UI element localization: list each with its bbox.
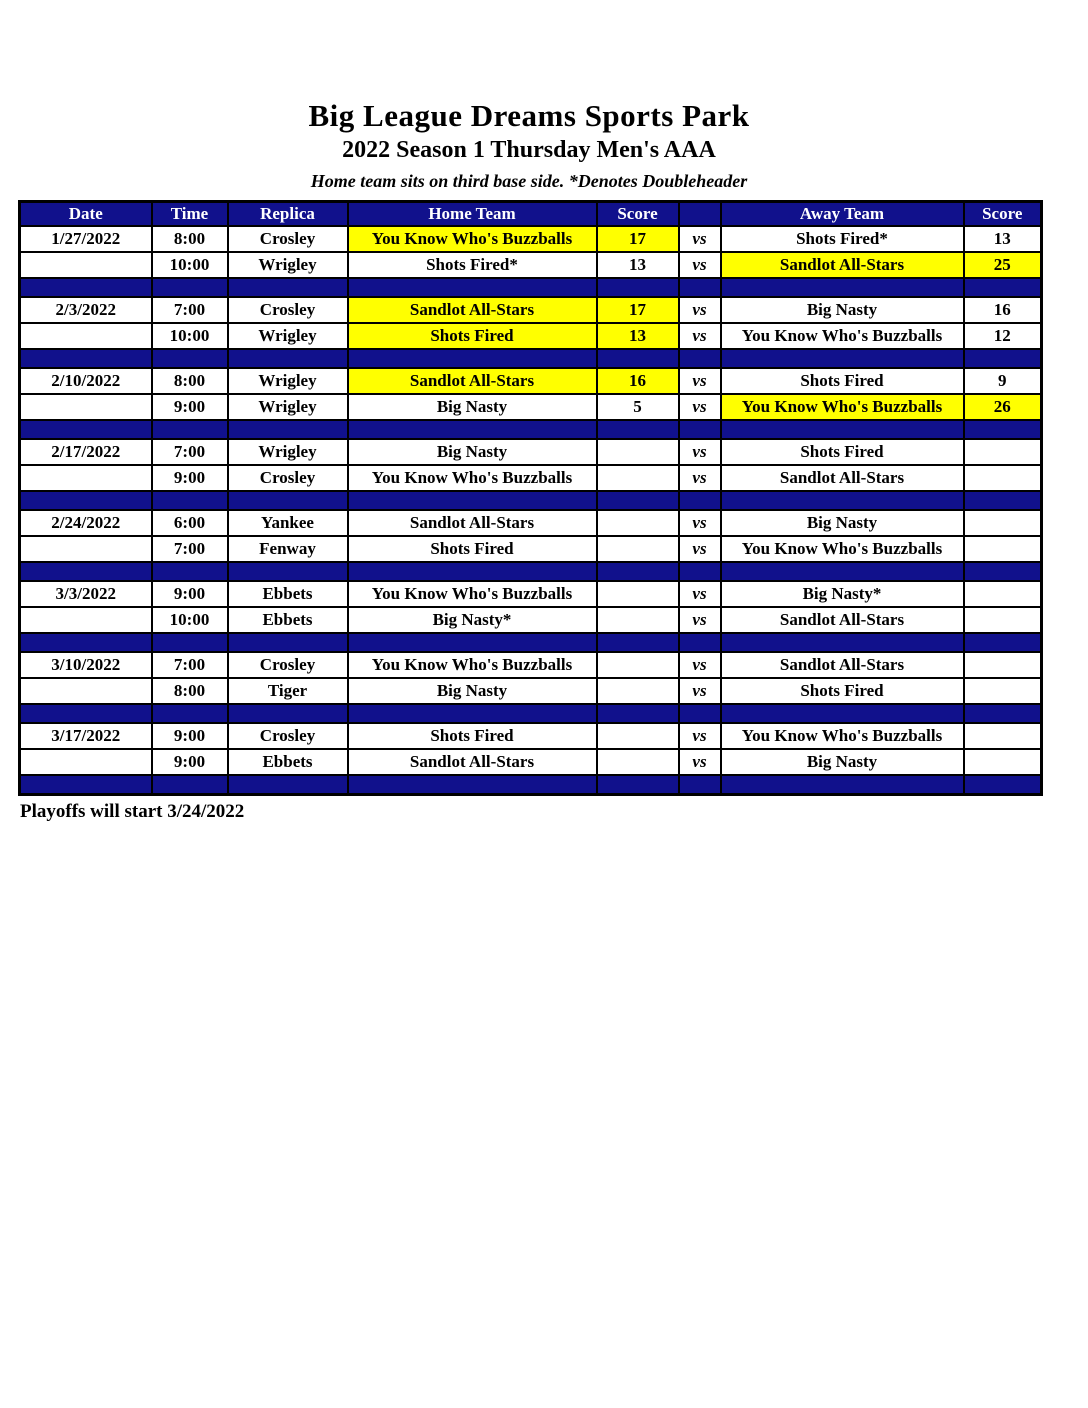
home-score-cell: 13 xyxy=(597,323,679,349)
column-header-vs xyxy=(679,202,721,227)
game-row xyxy=(20,749,1042,775)
separator-cell xyxy=(152,775,228,795)
separator-cell xyxy=(228,278,348,297)
separator-cell xyxy=(348,278,597,297)
separator-row xyxy=(20,562,1042,581)
table-header-row xyxy=(20,202,1042,227)
home-team-cell: Shots Fired xyxy=(348,536,597,562)
column-header-date: Date xyxy=(20,202,152,227)
away-team-cell: Big Nasty xyxy=(721,297,964,323)
separator-cell xyxy=(228,562,348,581)
game-row xyxy=(20,226,1042,252)
away-team-cell: You Know Who's Buzzballs xyxy=(721,536,964,562)
time-cell: 8:00 xyxy=(152,678,228,704)
separator-cell xyxy=(679,420,721,439)
time-cell: 7:00 xyxy=(152,652,228,678)
time-cell: 9:00 xyxy=(152,749,228,775)
vs-cell: vs xyxy=(679,652,721,678)
away-team-cell: You Know Who's Buzzballs xyxy=(721,394,964,420)
date-cell: 2/24/2022 xyxy=(20,510,152,536)
separator-cell xyxy=(721,349,964,368)
away-team-cell: Shots Fired xyxy=(721,439,964,465)
away-score-cell: 13 xyxy=(964,226,1042,252)
away-score-cell xyxy=(964,607,1042,633)
separator-cell xyxy=(964,633,1042,652)
home-score-cell: 17 xyxy=(597,297,679,323)
separator-cell xyxy=(348,562,597,581)
away-team-cell: Sandlot All-Stars xyxy=(721,652,964,678)
time-cell: 10:00 xyxy=(152,607,228,633)
away-team-cell: Big Nasty xyxy=(721,510,964,536)
separator-cell xyxy=(964,775,1042,795)
home-score-cell xyxy=(597,465,679,491)
separator-row xyxy=(20,491,1042,510)
away-score-cell xyxy=(964,510,1042,536)
separator-cell xyxy=(964,278,1042,297)
date-cell: 2/3/2022 xyxy=(20,297,152,323)
date-cell xyxy=(20,607,152,633)
home-team-cell: You Know Who's Buzzballs xyxy=(348,465,597,491)
home-score-cell xyxy=(597,536,679,562)
separator-cell xyxy=(348,491,597,510)
time-cell: 6:00 xyxy=(152,510,228,536)
separator-cell xyxy=(964,420,1042,439)
replica-cell: Ebbets xyxy=(228,581,348,607)
replica-cell: Ebbets xyxy=(228,607,348,633)
time-cell: 8:00 xyxy=(152,226,228,252)
home-team-cell: You Know Who's Buzzballs xyxy=(348,581,597,607)
separator-cell xyxy=(348,420,597,439)
time-cell: 9:00 xyxy=(152,394,228,420)
time-cell: 9:00 xyxy=(152,465,228,491)
game-row xyxy=(20,723,1042,749)
game-row xyxy=(20,536,1042,562)
home-score-cell xyxy=(597,607,679,633)
away-score-cell: 9 xyxy=(964,368,1042,394)
separator-cell xyxy=(721,562,964,581)
separator-cell xyxy=(348,775,597,795)
replica-cell: Yankee xyxy=(228,510,348,536)
game-row xyxy=(20,607,1042,633)
date-cell xyxy=(20,252,152,278)
time-cell: 10:00 xyxy=(152,252,228,278)
game-row xyxy=(20,394,1042,420)
time-cell: 9:00 xyxy=(152,581,228,607)
home-score-cell: 17 xyxy=(597,226,679,252)
replica-cell: Wrigley xyxy=(228,252,348,278)
vs-cell: vs xyxy=(679,297,721,323)
separator-cell xyxy=(228,704,348,723)
home-team-cell: Big Nasty xyxy=(348,678,597,704)
home-score-cell xyxy=(597,749,679,775)
replica-cell: Wrigley xyxy=(228,439,348,465)
separator-cell xyxy=(964,562,1042,581)
replica-cell: Wrigley xyxy=(228,368,348,394)
vs-cell: vs xyxy=(679,439,721,465)
playoffs-note: Playoffs will start 3/24/2022 xyxy=(20,801,245,823)
home-team-cell: Shots Fired* xyxy=(348,252,597,278)
separator-cell xyxy=(721,704,964,723)
separator-cell xyxy=(348,633,597,652)
date-cell xyxy=(20,749,152,775)
separator-cell xyxy=(679,278,721,297)
separator-cell xyxy=(152,491,228,510)
replica-cell: Wrigley xyxy=(228,394,348,420)
separator-cell xyxy=(228,633,348,652)
away-team-cell: Sandlot All-Stars xyxy=(721,607,964,633)
separator-cell xyxy=(597,278,679,297)
replica-cell: Ebbets xyxy=(228,749,348,775)
separator-cell xyxy=(228,349,348,368)
separator-cell xyxy=(20,420,152,439)
replica-cell: Crosley xyxy=(228,297,348,323)
separator-cell xyxy=(20,562,152,581)
separator-cell xyxy=(597,633,679,652)
vs-cell: vs xyxy=(679,226,721,252)
vs-cell: vs xyxy=(679,252,721,278)
away-score-cell xyxy=(964,536,1042,562)
away-score-cell xyxy=(964,723,1042,749)
separator-cell xyxy=(228,420,348,439)
home-score-cell xyxy=(597,723,679,749)
separator-cell xyxy=(679,349,721,368)
away-score-cell xyxy=(964,652,1042,678)
time-cell: 7:00 xyxy=(152,536,228,562)
away-score-cell: 16 xyxy=(964,297,1042,323)
separator-cell xyxy=(597,349,679,368)
replica-cell: Crosley xyxy=(228,465,348,491)
game-row xyxy=(20,678,1042,704)
separator-cell xyxy=(152,420,228,439)
page-subtitle: 2022 Season 1 Thursday Men's AAA xyxy=(342,136,716,163)
time-cell: 10:00 xyxy=(152,323,228,349)
replica-cell: Crosley xyxy=(228,723,348,749)
column-header-home-score: Score xyxy=(597,202,679,227)
date-cell: 3/3/2022 xyxy=(20,581,152,607)
home-team-cell: You Know Who's Buzzballs xyxy=(348,226,597,252)
vs-cell: vs xyxy=(679,607,721,633)
home-team-cell: Shots Fired xyxy=(348,723,597,749)
replica-cell: Wrigley xyxy=(228,323,348,349)
away-score-cell xyxy=(964,581,1042,607)
home-team-cell: Big Nasty xyxy=(348,394,597,420)
away-team-cell: Shots Fired xyxy=(721,368,964,394)
away-score-cell xyxy=(964,439,1042,465)
date-cell xyxy=(20,394,152,420)
away-team-cell: Shots Fired* xyxy=(721,226,964,252)
separator-cell xyxy=(964,349,1042,368)
vs-cell: vs xyxy=(679,749,721,775)
home-score-cell: 16 xyxy=(597,368,679,394)
game-row xyxy=(20,652,1042,678)
page-title: Big League Dreams Sports Park xyxy=(308,98,750,133)
separator-cell xyxy=(20,491,152,510)
home-team-cell: Shots Fired xyxy=(348,323,597,349)
date-cell: 3/17/2022 xyxy=(20,723,152,749)
separator-cell xyxy=(348,704,597,723)
game-row xyxy=(20,323,1042,349)
separator-cell xyxy=(152,704,228,723)
vs-cell: vs xyxy=(679,536,721,562)
vs-cell: vs xyxy=(679,368,721,394)
away-score-cell xyxy=(964,678,1042,704)
date-cell xyxy=(20,678,152,704)
home-score-cell xyxy=(597,652,679,678)
separator-cell xyxy=(679,633,721,652)
separator-cell xyxy=(348,349,597,368)
away-team-cell: Big Nasty xyxy=(721,749,964,775)
away-team-cell: Big Nasty* xyxy=(721,581,964,607)
separator-cell xyxy=(20,633,152,652)
separator-cell xyxy=(597,562,679,581)
separator-cell xyxy=(597,775,679,795)
time-cell: 7:00 xyxy=(152,439,228,465)
column-header-away-score: Score xyxy=(964,202,1042,227)
away-score-cell: 26 xyxy=(964,394,1042,420)
home-team-cell: Big Nasty* xyxy=(348,607,597,633)
replica-cell: Fenway xyxy=(228,536,348,562)
game-row xyxy=(20,297,1042,323)
date-cell xyxy=(20,536,152,562)
home-score-cell: 13 xyxy=(597,252,679,278)
separator-cell xyxy=(679,562,721,581)
separator-cell xyxy=(228,491,348,510)
away-score-cell: 25 xyxy=(964,252,1042,278)
vs-cell: vs xyxy=(679,678,721,704)
away-team-cell: You Know Who's Buzzballs xyxy=(721,323,964,349)
home-team-note: Home team sits on third base side. *Denotes Doubleheader xyxy=(310,171,748,192)
separator-cell xyxy=(721,278,964,297)
away-team-cell: Sandlot All-Stars xyxy=(721,465,964,491)
separator-cell xyxy=(721,633,964,652)
away-score-cell xyxy=(964,749,1042,775)
column-header-home-team: Home Team xyxy=(348,202,597,227)
time-cell: 9:00 xyxy=(152,723,228,749)
home-score-cell xyxy=(597,678,679,704)
separator-cell xyxy=(20,278,152,297)
column-header-time: Time xyxy=(152,202,228,227)
vs-cell: vs xyxy=(679,465,721,491)
game-row xyxy=(20,439,1042,465)
away-team-cell: Shots Fired xyxy=(721,678,964,704)
home-team-cell: Sandlot All-Stars xyxy=(348,749,597,775)
separator-cell xyxy=(597,491,679,510)
home-team-cell: Sandlot All-Stars xyxy=(348,297,597,323)
home-team-cell: You Know Who's Buzzballs xyxy=(348,652,597,678)
away-team-cell: You Know Who's Buzzballs xyxy=(721,723,964,749)
separator-row xyxy=(20,775,1042,795)
separator-cell xyxy=(964,491,1042,510)
date-cell xyxy=(20,323,152,349)
vs-cell: vs xyxy=(679,581,721,607)
replica-cell: Tiger xyxy=(228,678,348,704)
away-team-cell: Sandlot All-Stars xyxy=(721,252,964,278)
home-team-cell: Big Nasty xyxy=(348,439,597,465)
separator-cell xyxy=(228,775,348,795)
separator-row xyxy=(20,278,1042,297)
header-block xyxy=(18,0,1040,192)
separator-cell xyxy=(152,562,228,581)
column-header-replica: Replica xyxy=(228,202,348,227)
vs-cell: vs xyxy=(679,723,721,749)
separator-cell xyxy=(964,704,1042,723)
home-score-cell: 5 xyxy=(597,394,679,420)
home-score-cell xyxy=(597,581,679,607)
away-score-cell: 12 xyxy=(964,323,1042,349)
home-team-cell: Sandlot All-Stars xyxy=(348,510,597,536)
away-score-cell xyxy=(964,465,1042,491)
separator-row xyxy=(20,633,1042,652)
time-cell: 8:00 xyxy=(152,368,228,394)
separator-cell xyxy=(679,775,721,795)
separator-cell xyxy=(679,491,721,510)
separator-row xyxy=(20,420,1042,439)
date-cell: 2/17/2022 xyxy=(20,439,152,465)
separator-cell xyxy=(152,633,228,652)
separator-cell xyxy=(597,420,679,439)
replica-cell: Crosley xyxy=(228,652,348,678)
separator-cell xyxy=(679,704,721,723)
schedule-table xyxy=(18,200,1043,796)
home-team-cell: Sandlot All-Stars xyxy=(348,368,597,394)
date-cell: 3/10/2022 xyxy=(20,652,152,678)
separator-cell xyxy=(20,349,152,368)
column-header-away-team: Away Team xyxy=(721,202,964,227)
home-score-cell xyxy=(597,510,679,536)
vs-cell: vs xyxy=(679,394,721,420)
game-row xyxy=(20,465,1042,491)
separator-cell xyxy=(597,704,679,723)
game-row xyxy=(20,252,1042,278)
separator-cell xyxy=(20,704,152,723)
replica-cell: Crosley xyxy=(228,226,348,252)
vs-cell: vs xyxy=(679,510,721,536)
date-cell: 2/10/2022 xyxy=(20,368,152,394)
separator-cell xyxy=(20,775,152,795)
date-cell xyxy=(20,465,152,491)
separator-row xyxy=(20,704,1042,723)
separator-row xyxy=(20,349,1042,368)
separator-cell xyxy=(152,278,228,297)
vs-cell: vs xyxy=(679,323,721,349)
home-score-cell xyxy=(597,439,679,465)
game-row xyxy=(20,581,1042,607)
separator-cell xyxy=(721,775,964,795)
separator-cell xyxy=(152,349,228,368)
separator-cell xyxy=(721,491,964,510)
separator-cell xyxy=(721,420,964,439)
game-row xyxy=(20,510,1042,536)
date-cell: 1/27/2022 xyxy=(20,226,152,252)
game-row xyxy=(20,368,1042,394)
time-cell: 7:00 xyxy=(152,297,228,323)
